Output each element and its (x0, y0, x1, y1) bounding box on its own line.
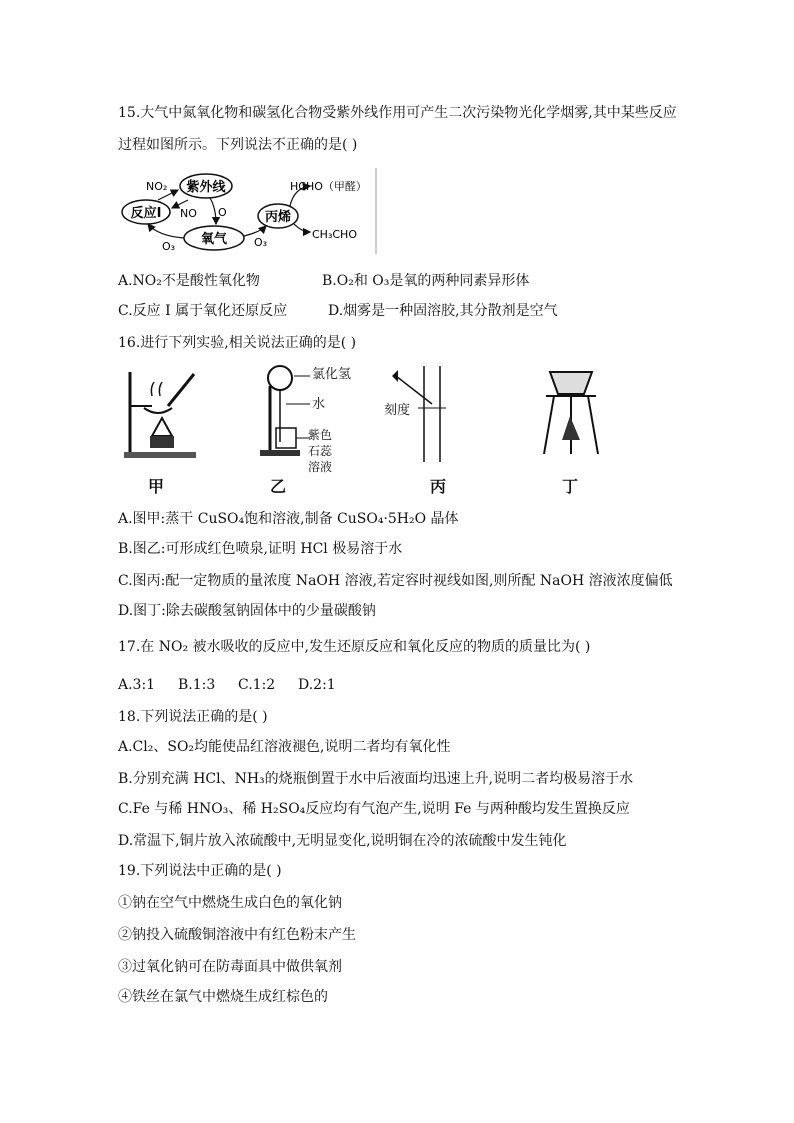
ch3cho-label: CH₃CHO (312, 228, 357, 241)
q15-reaction-diagram (118, 166, 388, 258)
no-label: NO (180, 207, 197, 220)
figure-label-yi: 乙 (270, 477, 287, 496)
yi-litmus-l1: 紫色 (308, 428, 333, 442)
q18-stem: 18.下列说法正确的是( ) (118, 709, 268, 725)
q16-option-c: C.图丙:配一定物质的量浓度 NaOH 溶液,若定容时视线如图,则所配 NaOH 溶液浓度偏低 (118, 573, 673, 589)
q17-option-a: A.3:1 (118, 677, 156, 693)
q17-option-d: D.2:1 (298, 677, 336, 693)
o-label: O (218, 206, 227, 219)
q19-statement-4: ④铁丝在氯气中燃烧生成红棕色的 (118, 989, 328, 1005)
yi-water-label: 水 (312, 397, 326, 412)
no2-label: NO₂ (146, 180, 168, 193)
hcho-label: HCHO（甲醛） (290, 180, 367, 193)
q16-figure-jia (122, 366, 202, 462)
q18-option-d: D.常温下,铜片放入浓硫酸中,无明显变化,说明铜在冷的浓硫酸中发生钝化 (118, 833, 567, 849)
bing-scale-label: 刻度 (384, 403, 411, 418)
figure-label-ding: 丁 (562, 477, 579, 496)
yi-litmus-l2: 石蕊 (308, 444, 333, 458)
q17-option-b: B.1:3 (178, 677, 216, 693)
q15-option-b: B.O₂和 O₃是氧的两种同素异形体 (322, 273, 530, 289)
q16-stem: 16.进行下列实验,相关说法正确的是( ) (118, 335, 357, 351)
q19-statement-1: ①钠在空气中燃烧生成白色的氧化钠 (118, 895, 342, 911)
oxygen-label: 氧气 (200, 232, 228, 247)
q16-option-d: D.图丁:除去碳酸氢钠固体中的少量碳酸钠 (118, 603, 376, 619)
q17-stem: 17.在 NO₂ 被水吸收的反应中,发生还原反应和氧化反应的物质的质量比为( ) (118, 639, 591, 655)
q19-statement-3: ③过氧化钠可在防毒面具中做供氧剂 (118, 959, 342, 975)
q15-stem-line2: 过程如图所示。下列说法不正确的是( ) (118, 137, 358, 153)
figure-label-bing: 丙 (430, 477, 447, 496)
q16-option-b: B.图乙:可形成红色喷泉,证明 HCl 极易溶于水 (118, 541, 403, 557)
q16-option-a: A.图甲:蒸干 CuSO₄饱和溶液,制备 CuSO₄·5H₂O 晶体 (118, 511, 459, 527)
q17-option-c: C.1:2 (238, 677, 276, 693)
o3-right-label: O₃ (254, 236, 268, 249)
q19-stem: 19.下列说法中正确的是( ) (118, 863, 282, 879)
q19-statement-2: ②钠投入硫酸铜溶液中有红色粉末产生 (118, 927, 356, 943)
q15-option-c: C.反应 I 属于氧化还原反应 (118, 303, 288, 319)
q18-option-c: C.Fe 与稀 HNO₃、稀 H₂SO₄反应均有气泡产生,说明 Fe 与两种酸均发生置换反应 (118, 801, 630, 817)
q15-option-d: D.烟雾是一种固溶胶,其分散剂是空气 (328, 303, 558, 319)
q15-stem-line1: 15.大气中氮氧化物和碳氢化合物受紫外线作用可产生二次污染物光化学烟雾,其中某些反应 (118, 105, 677, 121)
q15-option-a: A.NO₂不是酸性氧化物 (118, 273, 260, 289)
q16-figure-ding (536, 360, 606, 460)
o3-left-label: O₃ (162, 240, 176, 253)
reaction1-label: 反应I (130, 206, 162, 221)
q18-option-b: B.分别充满 HCl、NH₃的烧瓶倒置于水中后液面均迅速上升,说明二者均极易溶于水 (118, 771, 634, 787)
figure-label-jia: 甲 (148, 477, 165, 496)
yi-hcl-label: 氯化氢 (312, 367, 352, 382)
yi-litmus-l3: 溶液 (308, 460, 333, 474)
propene-label: 丙烯 (264, 210, 292, 225)
uv-label: 紫外线 (186, 180, 226, 195)
q18-option-a: A.Cl₂、SO₂均能使品红溶液褪色,说明二者均有氧化性 (118, 739, 451, 755)
